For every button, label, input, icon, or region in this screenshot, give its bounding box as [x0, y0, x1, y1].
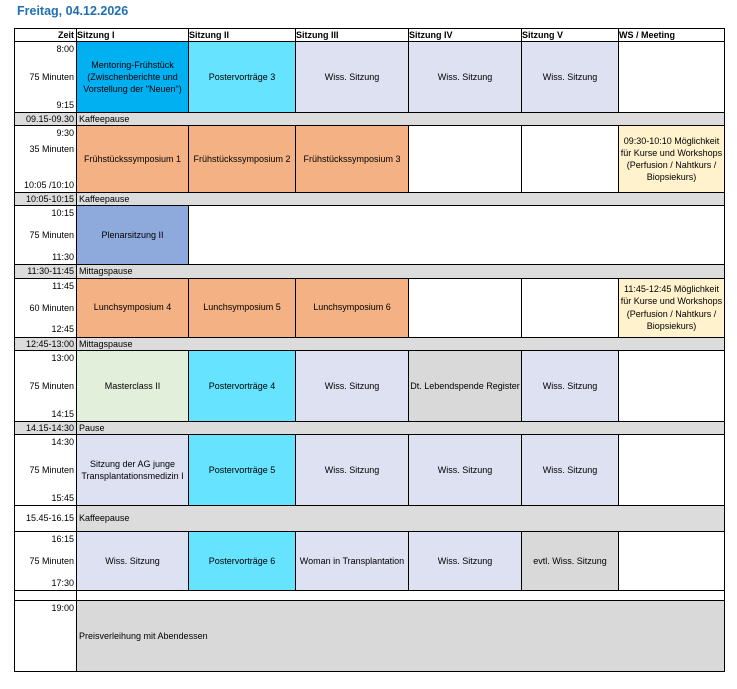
session-poster-5[interactable]: Postervorträge 5: [189, 434, 296, 505]
duration: 75 Minuten: [29, 230, 74, 241]
end-time: 9:15: [56, 100, 74, 110]
time-cell: [15, 350, 77, 421]
empty-cell: [522, 278, 619, 337]
pause-label: Mittagspause: [77, 265, 725, 278]
session-ag-junge-transplantationsmedizin[interactable]: Sitzung der AG junge Transplantationsmedizin I: [77, 434, 189, 505]
pause-label: Kaffeepause: [77, 113, 725, 126]
header-ws-meeting: WS / Meeting: [619, 29, 725, 42]
empty-cell: [409, 126, 522, 193]
header-row: [15, 29, 725, 42]
session-wiss[interactable]: Wiss. Sitzung: [409, 531, 522, 590]
session-woman-in-transplantation[interactable]: Woman in Transplantation: [296, 531, 409, 590]
end-time: 12:45: [51, 324, 74, 335]
header-sitzung-2: Sitzung II: [189, 29, 296, 42]
start-time: 16:15: [51, 533, 74, 544]
session-row-1015: [15, 206, 725, 265]
empty-cell: [619, 42, 725, 113]
header-sitzung-1: Sitzung I: [77, 29, 189, 42]
session-poster-6[interactable]: Postervorträge 6: [189, 531, 296, 590]
end-time: 11:30: [52, 252, 74, 263]
session-wiss[interactable]: Wiss. Sitzung: [296, 350, 409, 421]
start-time: 14:30: [51, 436, 74, 447]
pause-row: [15, 505, 725, 531]
session-wiss[interactable]: Wiss. Sitzung: [409, 434, 522, 505]
time-cell: [15, 42, 77, 113]
session-wiss[interactable]: Wiss. Sitzung: [522, 42, 619, 113]
duration: 75 Minuten: [29, 464, 74, 475]
start-time: 19:00: [51, 602, 74, 613]
page-title: Freitag, 04.12.2026: [17, 4, 129, 18]
session-lebendspende-register[interactable]: Dt. Lebendspende Register: [409, 350, 522, 421]
session-wiss[interactable]: Wiss. Sitzung: [296, 434, 409, 505]
session-row-0930: [15, 126, 725, 193]
session-row-1430: [15, 434, 725, 505]
session-fruehstueckssymposium-2[interactable]: Frühstückssymposium 2: [189, 126, 296, 193]
empty-cell: [619, 350, 725, 421]
start-time: 8:00: [56, 44, 74, 55]
start-time: 9:30: [56, 128, 74, 139]
session-poster-3[interactable]: Postervorträge 3: [189, 42, 296, 113]
pause-row: [15, 193, 725, 206]
pause-row: [15, 265, 725, 278]
end-time: 17:30: [51, 577, 74, 588]
session-wiss[interactable]: Wiss. Sitzung: [409, 42, 522, 113]
spacer-row: [15, 590, 725, 600]
empty-cell: [619, 434, 725, 505]
schedule-table: [14, 28, 725, 672]
session-masterclass[interactable]: Masterclass II: [77, 350, 189, 421]
header-sitzung-4: Sitzung IV: [409, 29, 522, 42]
session-wiss[interactable]: Wiss. Sitzung: [296, 42, 409, 113]
pause-row: [15, 421, 725, 434]
empty-cell: [409, 278, 522, 337]
start-time: 10:15: [51, 208, 74, 219]
session-evtl-wiss[interactable]: evtl. Wiss. Sitzung: [522, 531, 619, 590]
pause-label: Mittagspause: [77, 337, 725, 350]
event-preisverleihung[interactable]: Preisverleihung mit Abendessen: [77, 600, 725, 671]
time-cell: [15, 126, 77, 193]
time-cell: [15, 278, 77, 337]
pause-label: Pause: [77, 421, 725, 434]
pause-row: [15, 337, 725, 350]
session-lunchsymposium-5[interactable]: Lunchsymposium 5: [189, 278, 296, 337]
spacer-cell: [77, 590, 725, 600]
time-cell: [15, 600, 77, 671]
session-wiss[interactable]: Wiss. Sitzung: [522, 350, 619, 421]
time-cell: [15, 531, 77, 590]
spacer-cell: [15, 590, 77, 600]
pause-time: 10:05-10:15: [15, 193, 77, 206]
session-row-1300: [15, 350, 725, 421]
session-wiss[interactable]: Wiss. Sitzung: [522, 434, 619, 505]
session-fruehstueckssymposium-3[interactable]: Frühstückssymposium 3: [296, 126, 409, 193]
duration: 60 Minuten: [29, 302, 74, 313]
session-row-0800: [15, 42, 725, 113]
session-row-1900: [15, 600, 725, 671]
duration: 75 Minuten: [29, 380, 74, 391]
pause-time: 09.15-09.30: [15, 113, 77, 126]
session-plenarsitzung[interactable]: Plenarsitzung II: [77, 206, 189, 265]
duration: 75 Minuten: [29, 72, 74, 83]
session-poster-4[interactable]: Postervorträge 4: [189, 350, 296, 421]
pause-time: 11:30-11:45: [15, 265, 77, 278]
pause-time: 12:45-13:00: [15, 337, 77, 350]
session-row-1615: [15, 531, 725, 590]
header-sitzung-3: Sitzung III: [296, 29, 409, 42]
end-time: 10:05 /10:10: [23, 180, 74, 191]
time-cell: [15, 206, 77, 265]
pause-row: [15, 113, 725, 126]
pause-time: 15.45-16.15: [15, 505, 77, 531]
duration: 75 Minuten: [29, 555, 74, 566]
session-row-1145: [15, 278, 725, 337]
header-sitzung-5: Sitzung V: [522, 29, 619, 42]
pause-label: Kaffeepause: [77, 505, 725, 531]
session-lunchsymposium-4[interactable]: Lunchsymposium 4: [77, 278, 189, 337]
session-wiss[interactable]: Wiss. Sitzung: [77, 531, 189, 590]
session-workshops[interactable]: 09:30-10:10 Möglichkeit für Kurse und Workshops (Perfusion / Nahtkurs / Biopsiekurs): [619, 126, 725, 193]
start-time: 11:45: [52, 280, 74, 291]
empty-cell: [189, 206, 725, 265]
empty-cell: [522, 126, 619, 193]
end-time: 15:45: [51, 492, 74, 503]
header-zeit: Zeit: [15, 29, 77, 42]
empty-cell: [619, 531, 725, 590]
session-lunchsymposium-6[interactable]: Lunchsymposium 6: [296, 278, 409, 337]
end-time: 14:15: [51, 408, 74, 419]
start-time: 13:00: [51, 352, 74, 363]
session-mentoring[interactable]: Mentoring-Frühstück (Zwischenberichte und Vorstellung der "Neuen"): [77, 42, 189, 113]
pause-label: Kaffeepause: [77, 193, 725, 206]
session-fruehstueckssymposium-1[interactable]: Frühstückssymposium 1: [77, 126, 189, 193]
session-workshops[interactable]: 11:45-12:45 Möglichkeit für Kurse und Workshops (Perfusion / Nahtkurs / Biopsiekurs): [619, 278, 725, 337]
pause-time: 14.15-14:30: [15, 421, 77, 434]
duration: 35 Minuten: [29, 144, 74, 155]
time-cell: [15, 434, 77, 505]
